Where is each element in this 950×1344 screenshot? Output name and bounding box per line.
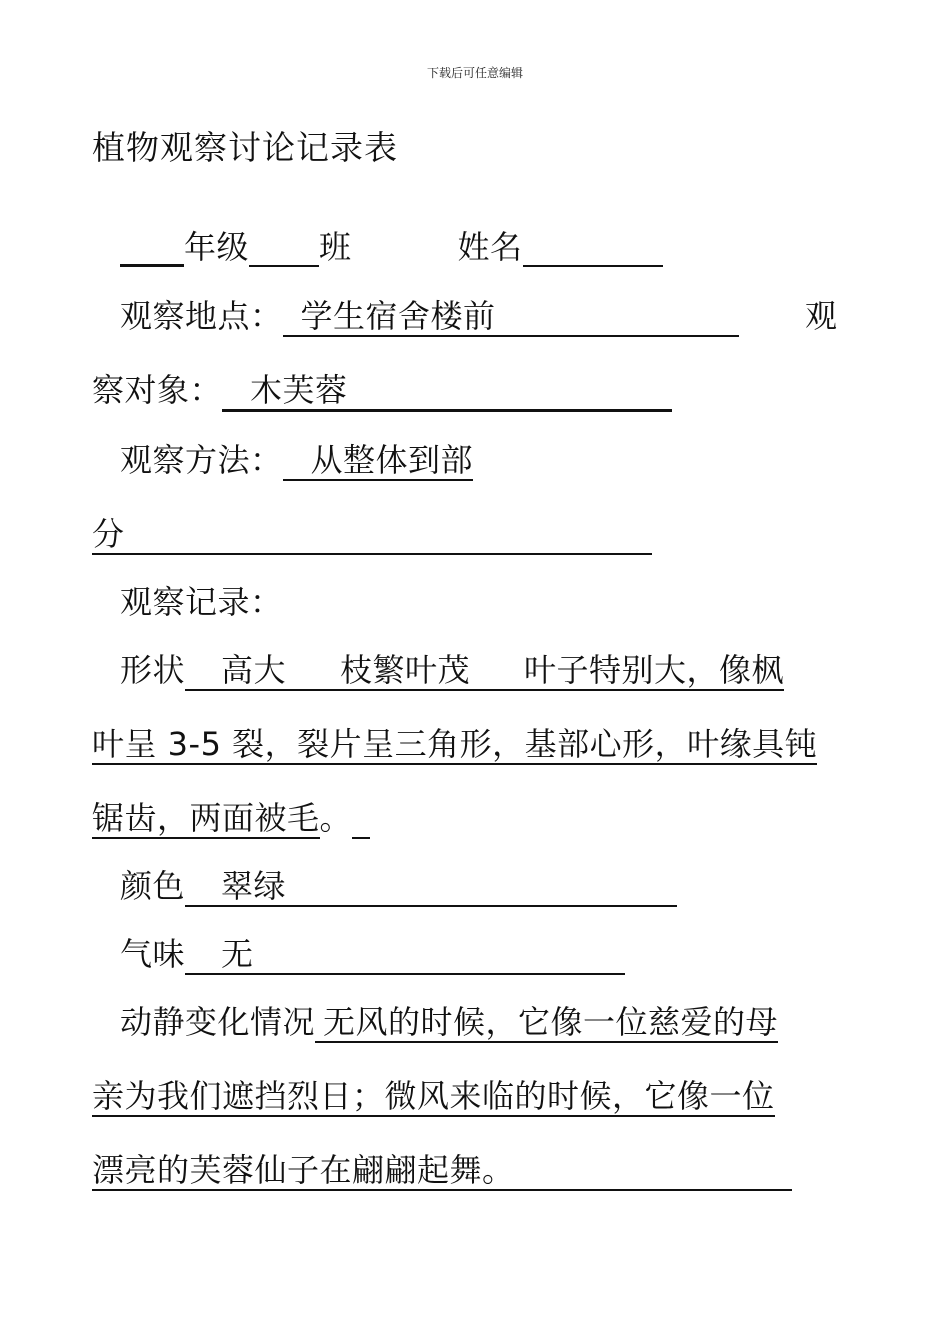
method-line bbox=[120, 440, 473, 481]
location-value: 学生宿舍楼前 bbox=[283, 297, 739, 337]
info-line bbox=[120, 226, 663, 267]
smell-label: 气味 bbox=[120, 935, 186, 973]
object-value: 木芙蓉 bbox=[222, 371, 672, 412]
shape-line-2 bbox=[92, 724, 817, 765]
name-blank[interactable] bbox=[523, 227, 663, 267]
smell-line bbox=[120, 934, 625, 975]
color-line bbox=[120, 866, 677, 907]
shape-value-1 bbox=[185, 651, 784, 691]
shape-value-3: 锯齿，两面被毛 bbox=[92, 799, 320, 837]
class-label: 班 bbox=[319, 228, 352, 266]
header-note: 下载后可任意编辑 bbox=[426, 66, 523, 80]
location-line bbox=[120, 296, 739, 337]
object-label: 察对象： bbox=[92, 371, 223, 409]
dynamic-label: 动静变化情况 bbox=[120, 1003, 316, 1041]
shape-value-1a: 高大 bbox=[221, 651, 287, 689]
grade-blank[interactable] bbox=[120, 226, 184, 267]
shape-value-2: 叶呈 3-5 裂，裂片呈三角形，基部心形，叶缘具钝 bbox=[92, 725, 818, 763]
location-label: 观察地点： bbox=[120, 297, 283, 335]
smell-value: 无 bbox=[185, 935, 625, 975]
dynamic-line-3 bbox=[92, 1150, 792, 1191]
dynamic-line-1 bbox=[120, 1002, 778, 1043]
method-line-2 bbox=[92, 514, 652, 555]
object-label-start: 观 bbox=[805, 297, 838, 335]
object-line bbox=[92, 370, 672, 412]
shape-line-1 bbox=[120, 650, 784, 691]
dynamic-value-1: 无风的时候，它像一位慈爱的母 bbox=[315, 1003, 778, 1043]
name-label: 姓名 bbox=[457, 228, 523, 266]
shape-value-1b: 枝繁叶茂 bbox=[340, 651, 471, 689]
class-blank[interactable] bbox=[249, 227, 319, 267]
method-value-2: 分 bbox=[92, 515, 652, 555]
grade-label: 年级 bbox=[184, 228, 250, 266]
color-label: 颜色 bbox=[120, 867, 186, 905]
page-title: 植物观察讨论记录表 bbox=[92, 128, 398, 167]
shape-end-blank bbox=[352, 799, 370, 839]
dynamic-value-2: 亲为我们遮挡烈日；微风来临的时候，它像一位 bbox=[92, 1077, 775, 1115]
color-value: 翠绿 bbox=[185, 867, 677, 907]
method-value-1: 从整体到部 bbox=[283, 441, 474, 481]
shape-label: 形状 bbox=[120, 651, 186, 689]
dynamic-line-2 bbox=[92, 1076, 775, 1117]
shape-line-3 bbox=[92, 798, 370, 839]
method-label: 观察方法： bbox=[120, 441, 283, 479]
shape-end: 。 bbox=[319, 799, 353, 837]
shape-value-1c: 叶子特别大，像枫 bbox=[524, 651, 785, 689]
dynamic-value-3: 漂亮的芙蓉仙子在翩翩起舞。 bbox=[92, 1151, 792, 1191]
record-label: 观察记录： bbox=[120, 583, 283, 621]
